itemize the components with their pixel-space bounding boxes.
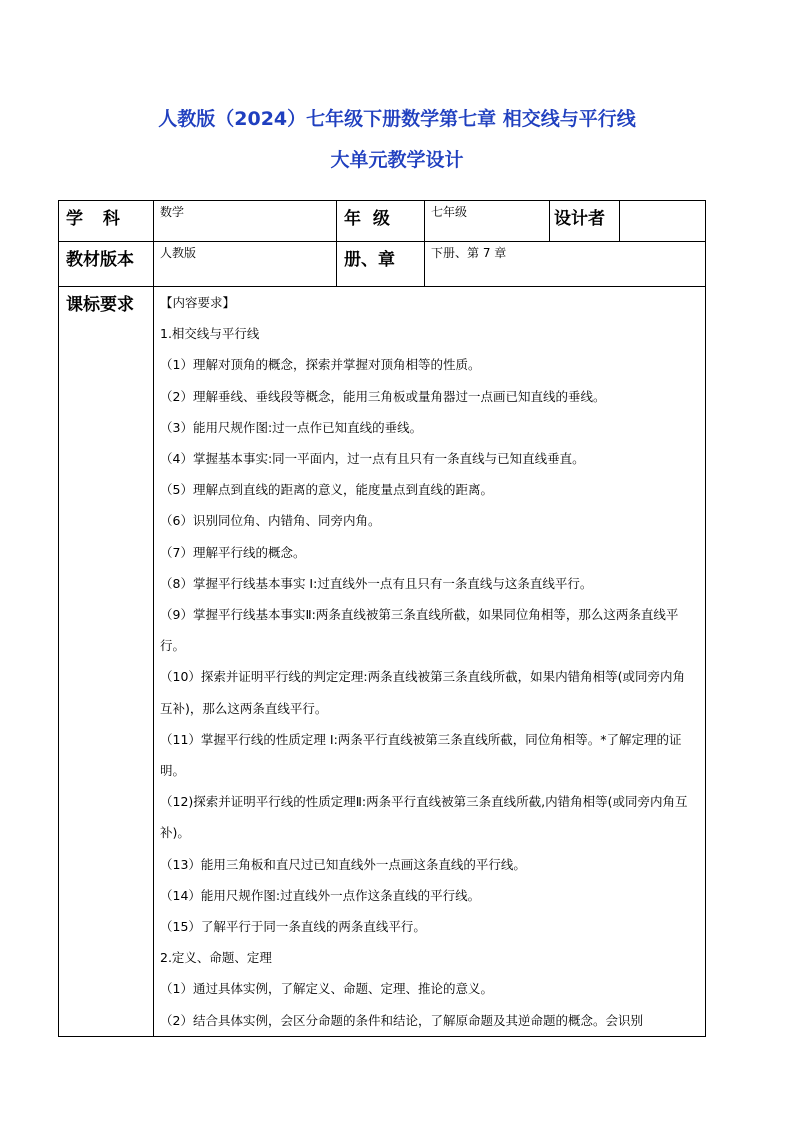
list-item: 2.定义、命题、定理	[160, 950, 272, 966]
standards-label: 课标要求	[59, 287, 154, 1037]
list-item: （5）理解点到直线的距离的意义，能度量点到直线的距离。	[160, 482, 493, 498]
list-item: 1.相交线与平行线	[160, 326, 260, 342]
table-row	[59, 287, 706, 1037]
standards-content	[154, 287, 706, 1037]
list-item: （15）了解平行于同一条直线的两条直线平行。	[160, 919, 426, 935]
list-item: （7）理解平行线的概念。	[160, 544, 306, 560]
document-subtitle: 大单元教学设计	[330, 149, 464, 171]
table-row	[59, 242, 706, 287]
list-item: 【内容要求】	[160, 295, 236, 310]
list-item: （8）掌握平行线基本事实 I:过直线外一点有且只有一条直线与这条直线平行。	[160, 575, 593, 591]
subject-label: 学 科	[59, 201, 154, 242]
chapter-label: 册、章	[337, 242, 425, 287]
edition-value: 人教版	[154, 242, 337, 287]
list-item: （1）理解对顶角的概念，探索并掌握对顶角相等的性质。	[160, 357, 481, 373]
list-item: （10）探索并证明平行线的判定定理:两条直线被第三条直线所截，如果内错角相等(或同旁内角互补)，那么这两条直线平行。	[160, 669, 685, 716]
designer-label: 设计者	[550, 201, 620, 242]
subject-value: 数学	[154, 201, 337, 242]
list-item: （2）理解垂线、垂线段等概念，能用三角板或量角器过一点画已知直线的垂线。	[160, 388, 606, 404]
list-item: （12)探索并证明平行线的性质定理Ⅱ:两条平行直线被第三条直线所截,内错角相等(或同旁内角互补)。	[160, 794, 688, 841]
list-item: （9）掌握平行线基本事实Ⅱ:两条直线被第三条直线所截，如果同位角相等，那么这两条直线平行。	[160, 607, 679, 654]
edition-label: 教材版本	[59, 242, 154, 287]
list-item: （4）掌握基本事实:同一平面内，过一点有且只有一条直线与已知直线垂直。	[160, 451, 585, 467]
list-item: （1）通过具体实例，了解定义、命题、定理、推论的意义。	[160, 981, 493, 997]
list-item: （13）能用三角板和直尺过已知直线外一点画这条直线的平行线。	[160, 856, 526, 872]
grade-value: 七年级	[425, 201, 550, 242]
list-item: （11）掌握平行线的性质定理 I:两条平行直线被第三条直线所截，同位角相等。*了解定理的证明。	[160, 731, 682, 779]
document-title: 人教版（2024）七年级下册数学第七章 相交线与平行线	[158, 108, 636, 130]
chapter-value: 下册、第 7 章	[425, 242, 706, 287]
designer-value	[620, 201, 706, 242]
grade-label: 年 级	[337, 201, 425, 242]
list-item: （2）结合具体实例，会区分命题的条件和结论，了解原命题及其逆命题的概念。会识别	[160, 1012, 643, 1028]
list-item: （3）能用尺规作图:过一点作已知直线的垂线。	[160, 419, 423, 435]
list-item: （14）能用尺规作图:过直线外一点作这条直线的平行线。	[160, 887, 481, 903]
table-row	[59, 201, 706, 242]
list-item: （6）识别同位角、内错角、同旁内角。	[160, 513, 381, 529]
design-table	[58, 200, 706, 1037]
